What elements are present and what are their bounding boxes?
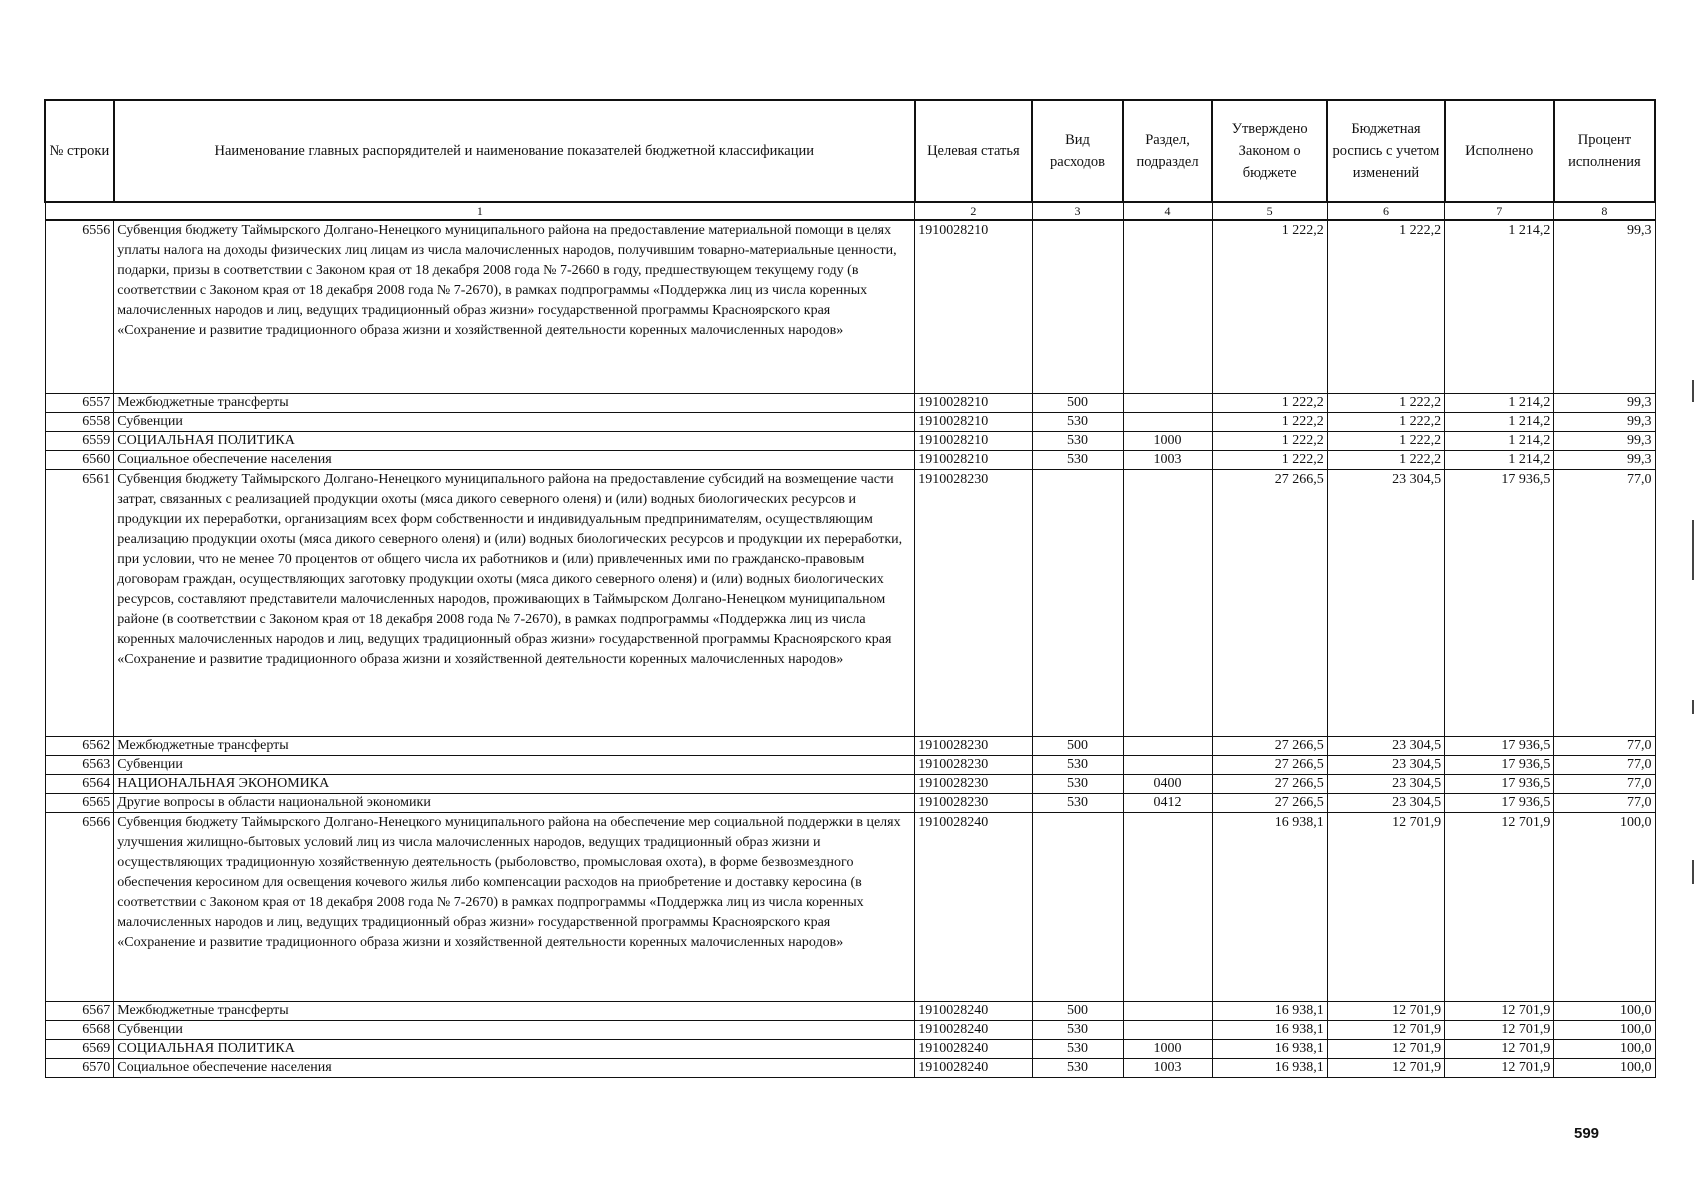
row-number: 6565: [45, 794, 114, 813]
row-section: 1003: [1123, 451, 1212, 470]
row-executed: 17 936,5: [1445, 794, 1554, 813]
row-number: 6567: [45, 1002, 114, 1021]
row-schedule: 1 222,2: [1327, 432, 1444, 451]
row-percent: 100,0: [1554, 1059, 1655, 1078]
header-budget-schedule: Бюджетная роспись с учетом изменений: [1327, 100, 1444, 202]
row-target-article: 1910028230: [915, 775, 1032, 794]
column-number: 2: [915, 202, 1032, 220]
row-section: 0400: [1123, 775, 1212, 794]
row-name: Субвенция бюджету Таймырского Долгано-Ненецкого муниципального района на предоставление субсидий на возмещение части затрат, связанных с реализацией продукции охоты (мяса дикого северного оленя) и (или) водных биологических ресурсов и продукции их переработки, организациям всех форм собственности и индивидуальным предпринимателям, осуществляющим реализацию продукции охоты (мяса дикого северного оленя) и (или) водных биологических ресурсов и продукции их переработки, при условии, что не менее 70 процентов от общего числа их работников и (или) привлеченных ими по гражданско-правовым договорам граждан, осуществляющих заготовку продукции охоты (мяса дикого северного оленя) и (или) водных биологических ресурсов, составляют представители малочисленных народов, проживающих в Таймырском Долгано-Ненецком муниципальном районе (в соответствии с Законом края от 18 декабря 2008 года № 7-2670), в рамках подпрограммы «Поддержка лиц из числа коренных малочисленных народов и лиц, ведущих традиционный образ жизни» государственной программы Красноярского края «Сохранение и развитие традиционного образа жизни и хозяйственной деятельности коренных малочисленных народов»: [114, 470, 915, 737]
row-name: Субвенции: [114, 1021, 915, 1040]
row-schedule: 23 304,5: [1327, 470, 1444, 737]
row-percent: 99,3: [1554, 413, 1655, 432]
column-number: 7: [1445, 202, 1554, 220]
row-percent: 77,0: [1554, 794, 1655, 813]
row-expense-type: 530: [1032, 775, 1123, 794]
row-approved: 1 222,2: [1212, 220, 1327, 394]
row-expense-type: 530: [1032, 1040, 1123, 1059]
table-row: [45, 1021, 1655, 1040]
row-number: 6566: [45, 813, 114, 1002]
row-number: 6561: [45, 470, 114, 737]
header-name: Наименование главных распорядителей и наименование показателей бюджетной классификации: [114, 100, 915, 202]
row-number: 6570: [45, 1059, 114, 1078]
row-number: 6564: [45, 775, 114, 794]
row-executed: 12 701,9: [1445, 1059, 1554, 1078]
table-row: [45, 1002, 1655, 1021]
row-executed: 12 701,9: [1445, 1002, 1554, 1021]
header-row-number: № строки: [45, 100, 114, 202]
row-name: НАЦИОНАЛЬНАЯ ЭКОНОМИКА: [114, 775, 915, 794]
table-row: [45, 470, 1655, 737]
row-approved: 1 222,2: [1212, 394, 1327, 413]
row-section: [1123, 1021, 1212, 1040]
row-executed: 12 701,9: [1445, 1040, 1554, 1059]
table-row: [45, 1059, 1655, 1078]
row-target-article: 1910028240: [915, 813, 1032, 1002]
row-executed: 12 701,9: [1445, 1021, 1554, 1040]
header-section: Раздел, подраздел: [1123, 100, 1212, 202]
row-expense-type: 530: [1032, 1059, 1123, 1078]
row-target-article: 1910028230: [915, 794, 1032, 813]
row-executed: 17 936,5: [1445, 756, 1554, 775]
row-expense-type: 500: [1032, 394, 1123, 413]
row-percent: 99,3: [1554, 220, 1655, 394]
row-section: [1123, 413, 1212, 432]
row-number: 6569: [45, 1040, 114, 1059]
row-expense-type: [1032, 470, 1123, 737]
row-section: 1000: [1123, 432, 1212, 451]
row-percent: 77,0: [1554, 737, 1655, 756]
row-name: Субвенция бюджету Таймырского Долгано-Ненецкого муниципального района на предоставление материальной помощи в целях уплаты налога на доходы физических лиц лицам из числа малочисленных народов, получившим товарно-материальные ценности, подарки, призы в соответствии с Законом края от 18 декабря 2008 года № 7-2660 в году, предшествующем текущему году (в соответствии с Законом края от 18 декабря 2008 года № 7-2670), в рамках подпрограммы «Поддержка лиц из числа коренных малочисленных народов и лиц, ведущих традиционный образ жизни» государственной программы Красноярского края «Сохранение и развитие традиционного образа жизни и хозяйственной деятельности коренных малочисленных народов»: [114, 220, 915, 394]
row-name: Субвенция бюджету Таймырского Долгано-Ненецкого муниципального района на обеспечение мер социальной поддержки в целях улучшения жилищно-бытовых условий лиц из числа малочисленных народов, ведущих традиционный образ жизни и осуществляющих традиционную хозяйственную деятельность (рыболовство, промысловая охота), в форме безвозмездного обеспечения керосином для освещения кочевого жилья либо компенсации расходов на приобретение и доставку керосина (в соответствии с Законом края от 18 декабря 2008 года № 7-2670) в рамках подпрограммы «Поддержка лиц из числа коренных малочисленных народов и лиц, ведущих традиционный образ жизни» государственной программы Красноярского края «Сохранение и развитие традиционного образа жизни и хозяйственной деятельности коренных малочисленных народов»: [114, 813, 915, 1002]
row-schedule: 23 304,5: [1327, 737, 1444, 756]
row-percent: 100,0: [1554, 1002, 1655, 1021]
row-number: 6559: [45, 432, 114, 451]
column-number: 8: [1554, 202, 1655, 220]
row-approved: 27 266,5: [1212, 775, 1327, 794]
row-schedule: 12 701,9: [1327, 1002, 1444, 1021]
row-approved: 1 222,2: [1212, 413, 1327, 432]
row-name: Другие вопросы в области национальной экономики: [114, 794, 915, 813]
row-section: [1123, 756, 1212, 775]
row-percent: 100,0: [1554, 1040, 1655, 1059]
header-expense-type: Вид расходов: [1032, 100, 1123, 202]
row-section: [1123, 220, 1212, 394]
row-expense-type: 530: [1032, 413, 1123, 432]
row-executed: 12 701,9: [1445, 813, 1554, 1002]
row-name: Субвенции: [114, 413, 915, 432]
row-approved: 27 266,5: [1212, 756, 1327, 775]
row-section: 1000: [1123, 1040, 1212, 1059]
column-number-row: [45, 202, 1655, 220]
row-expense-type: [1032, 220, 1123, 394]
table-row: [45, 794, 1655, 813]
column-number: 5: [1212, 202, 1327, 220]
table-row: [45, 775, 1655, 794]
row-expense-type: 500: [1032, 737, 1123, 756]
row-percent: 99,3: [1554, 451, 1655, 470]
row-schedule: 12 701,9: [1327, 1040, 1444, 1059]
row-number: 6557: [45, 394, 114, 413]
row-expense-type: 530: [1032, 1021, 1123, 1040]
row-section: [1123, 737, 1212, 756]
row-target-article: 1910028210: [915, 413, 1032, 432]
scan-edge-mark: [1692, 520, 1694, 580]
row-schedule: 23 304,5: [1327, 794, 1444, 813]
row-name: Социальное обеспечение населения: [114, 451, 915, 470]
table-row: [45, 432, 1655, 451]
row-percent: 100,0: [1554, 813, 1655, 1002]
row-target-article: 1910028230: [915, 470, 1032, 737]
row-expense-type: 530: [1032, 756, 1123, 775]
row-target-article: 1910028240: [915, 1002, 1032, 1021]
row-target-article: 1910028240: [915, 1059, 1032, 1078]
row-section: [1123, 394, 1212, 413]
row-approved: 16 938,1: [1212, 1059, 1327, 1078]
row-schedule: 12 701,9: [1327, 1021, 1444, 1040]
scan-edge-mark: [1692, 700, 1694, 714]
row-executed: 17 936,5: [1445, 775, 1554, 794]
row-approved: 27 266,5: [1212, 794, 1327, 813]
row-executed: 1 214,2: [1445, 220, 1554, 394]
column-number: 4: [1123, 202, 1212, 220]
row-executed: 17 936,5: [1445, 737, 1554, 756]
row-target-article: 1910028210: [915, 220, 1032, 394]
header-target-article: Целевая статья: [915, 100, 1032, 202]
budget-execution-table: [44, 99, 1656, 1078]
row-schedule: 23 304,5: [1327, 775, 1444, 794]
page-number: 599: [1574, 1125, 1600, 1142]
row-expense-type: 530: [1032, 451, 1123, 470]
row-section: [1123, 470, 1212, 737]
row-section: [1123, 813, 1212, 1002]
row-number: 6556: [45, 220, 114, 394]
row-schedule: 1 222,2: [1327, 394, 1444, 413]
row-name: Субвенции: [114, 756, 915, 775]
row-expense-type: 500: [1032, 1002, 1123, 1021]
row-schedule: 12 701,9: [1327, 1059, 1444, 1078]
row-name: СОЦИАЛЬНАЯ ПОЛИТИКА: [114, 1040, 915, 1059]
row-name: Социальное обеспечение населения: [114, 1059, 915, 1078]
row-approved: 27 266,5: [1212, 737, 1327, 756]
row-section: 1003: [1123, 1059, 1212, 1078]
row-schedule: 23 304,5: [1327, 756, 1444, 775]
row-target-article: 1910028230: [915, 737, 1032, 756]
row-schedule: 1 222,2: [1327, 220, 1444, 394]
row-approved: 16 938,1: [1212, 1002, 1327, 1021]
row-target-article: 1910028210: [915, 451, 1032, 470]
table-row: [45, 737, 1655, 756]
table-row: [45, 813, 1655, 1002]
scan-edge-mark: [1692, 860, 1694, 884]
row-percent: 99,3: [1554, 432, 1655, 451]
table-row: [45, 756, 1655, 775]
row-target-article: 1910028240: [915, 1021, 1032, 1040]
row-approved: 16 938,1: [1212, 813, 1327, 1002]
row-percent: 100,0: [1554, 1021, 1655, 1040]
row-number: 6568: [45, 1021, 114, 1040]
row-target-article: 1910028230: [915, 756, 1032, 775]
row-number: 6558: [45, 413, 114, 432]
row-approved: 16 938,1: [1212, 1021, 1327, 1040]
row-percent: 77,0: [1554, 756, 1655, 775]
row-approved: 16 938,1: [1212, 1040, 1327, 1059]
row-target-article: 1910028210: [915, 432, 1032, 451]
row-section: [1123, 1002, 1212, 1021]
header-percent: Процент исполнения: [1554, 100, 1655, 202]
row-expense-type: [1032, 813, 1123, 1002]
header-executed: Исполнено: [1445, 100, 1554, 202]
scan-edge-mark: [1692, 380, 1694, 402]
table-row: [45, 220, 1655, 394]
row-percent: 77,0: [1554, 775, 1655, 794]
row-name: Межбюджетные трансферты: [114, 737, 915, 756]
row-number: 6563: [45, 756, 114, 775]
row-schedule: 1 222,2: [1327, 451, 1444, 470]
row-percent: 77,0: [1554, 470, 1655, 737]
column-number: 6: [1327, 202, 1444, 220]
row-approved: 1 222,2: [1212, 432, 1327, 451]
row-executed: 1 214,2: [1445, 432, 1554, 451]
row-schedule: 12 701,9: [1327, 813, 1444, 1002]
row-target-article: 1910028240: [915, 1040, 1032, 1059]
row-expense-type: 530: [1032, 794, 1123, 813]
row-executed: 1 214,2: [1445, 394, 1554, 413]
row-executed: 1 214,2: [1445, 413, 1554, 432]
row-target-article: 1910028210: [915, 394, 1032, 413]
table-row: [45, 451, 1655, 470]
table-row: [45, 394, 1655, 413]
row-approved: 1 222,2: [1212, 451, 1327, 470]
row-name: Межбюджетные трансферты: [114, 394, 915, 413]
header-approved: Утверждено Законом о бюджете: [1212, 100, 1327, 202]
row-number: 6562: [45, 737, 114, 756]
row-executed: 1 214,2: [1445, 451, 1554, 470]
row-schedule: 1 222,2: [1327, 413, 1444, 432]
table-row: [45, 1040, 1655, 1059]
row-name: СОЦИАЛЬНАЯ ПОЛИТИКА: [114, 432, 915, 451]
row-approved: 27 266,5: [1212, 470, 1327, 737]
column-number: 1: [45, 202, 915, 220]
row-executed: 17 936,5: [1445, 470, 1554, 737]
table-row: [45, 413, 1655, 432]
row-expense-type: 530: [1032, 432, 1123, 451]
column-number: 3: [1032, 202, 1123, 220]
table-header-row: [45, 100, 1655, 202]
row-section: 0412: [1123, 794, 1212, 813]
row-number: 6560: [45, 451, 114, 470]
row-percent: 99,3: [1554, 394, 1655, 413]
row-name: Межбюджетные трансферты: [114, 1002, 915, 1021]
